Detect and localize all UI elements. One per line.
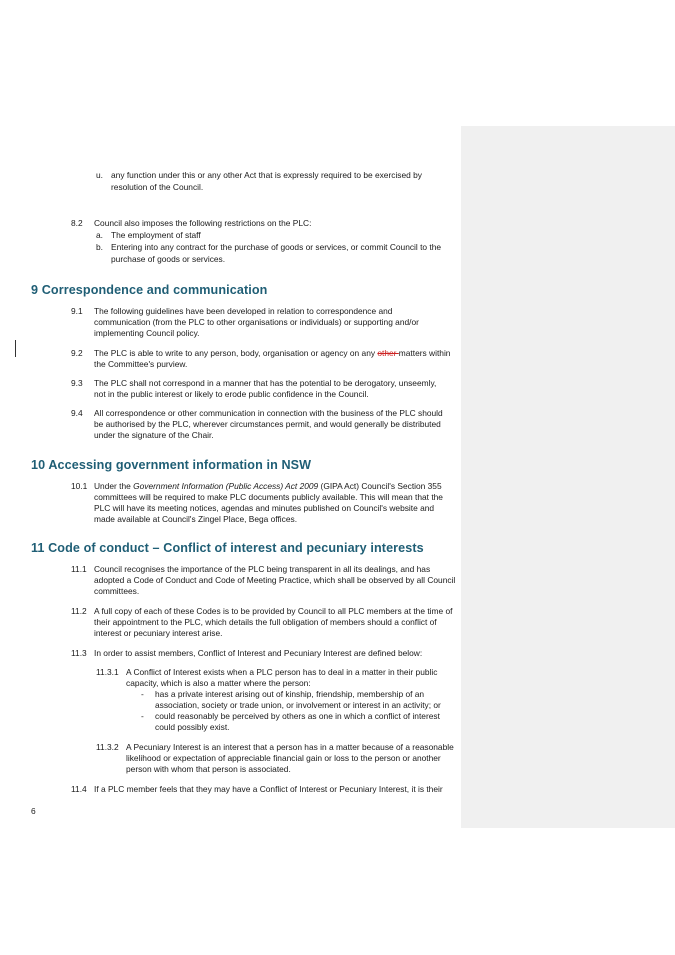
- section-number-9-4: 9.4: [71, 408, 83, 418]
- item-u-line-1: any function under this or any other Act that is expressly required to be exercised by: [111, 170, 422, 180]
- heading-section-11: 11 Code of conduct – Conflict of interest and pecuniary interests: [31, 541, 424, 555]
- section-number-11-3-1: 11.3.1: [96, 667, 119, 677]
- para-10-1-line-2: committees will be required to make PLC documents publicly available. This will mean that the: [94, 492, 443, 502]
- bullet-2-line-2: could possibly exist.: [155, 722, 230, 732]
- para-9-4-line-2: be authorised by the PLC, wherever circumstances permit, and would generally be distributed: [94, 419, 441, 429]
- para-9-2-line-1: The PLC is able to write to any person, body, organisation or agency on any other matters within: [94, 348, 451, 358]
- para-11-2-line-3: interest or pecuniary interest arise.: [94, 628, 223, 638]
- tracked-deletion: other: [377, 348, 399, 358]
- para-11-3-1-line-2: capacity, which is also a matter where the person:: [126, 678, 311, 688]
- para-9-3-line-1: The PLC shall not correspond in a manner that has the potential to be derogatory, unseemly,: [94, 378, 437, 388]
- para-11-3-1-line-1: A Conflict of Interest exists when a PLC person has to deal in a matter in their public: [126, 667, 438, 677]
- section-number-11-2: 11.2: [71, 606, 87, 616]
- para-9-3-line-2: not in the public interest or likely to erode public confidence in the Council.: [94, 389, 369, 399]
- para-9-1-line-1: The following guidelines have been developed in relation to correspondence and: [94, 306, 393, 316]
- para-10-1-line-1: Under the Government Information (Public Access) Act 2009 (GIPA Act) Council's Section 355: [94, 481, 442, 491]
- section-number-11-3: 11.3: [71, 648, 87, 658]
- para-10-1-line-3: PLC will have its meeting notices, agendas and minutes published on Council's website and: [94, 503, 435, 513]
- section-number-9-1: 9.1: [71, 306, 83, 316]
- dash-bullet-2: -: [141, 711, 144, 721]
- item-a-text: The employment of staff: [111, 230, 201, 240]
- section-8-2-intro: Council also imposes the following restrictions on the PLC:: [94, 218, 312, 228]
- para-9-4-line-1: All correspondence or other communication in connection with the business of the PLC should: [94, 408, 443, 418]
- heading-section-9: 9 Correspondence and communication: [31, 283, 268, 297]
- para-9-1-line-2: communication (from the PLC to other organisations or individuals) or supporting and/or: [94, 317, 419, 327]
- para-11-2-line-2: their appointment to the PLC, which details the full obligation of members should a conflict of: [94, 617, 437, 627]
- para-10-1-line-4: made available at Council's Zingel Place, Bega offices.: [94, 514, 298, 524]
- item-b-line-2: purchase of goods or services.: [111, 254, 226, 264]
- list-marker-u: u.: [96, 170, 103, 180]
- para-11-4-line-1: If a PLC member feels that they may have a Conflict of Interest or Pecuniary Interest, it is their: [94, 784, 443, 794]
- item-b-line-1: Entering into any contract for the purchase of goods or services, or commit Council to the: [111, 242, 442, 252]
- section-number-8-2: 8.2: [71, 218, 83, 228]
- para-11-3-2-line-1: A Pecuniary Interest is an interest that a person has in a matter because of a reasonable: [126, 742, 454, 752]
- para-11-1-line-2: adopted a Code of Conduct and Code of Meeting Practice, which shall be observed by all Council: [94, 575, 456, 585]
- para-11-1-line-1: Council recognises the importance of the PLC being transparent in all its dealings, and has: [94, 564, 431, 574]
- para-11-3-line-1: In order to assist members, Conflict of Interest and Pecuniary Interest are defined below:: [94, 648, 423, 658]
- para-11-3-2-line-3: person with whom that person is associated.: [126, 764, 291, 774]
- list-marker-b: b.: [96, 242, 103, 252]
- para-9-4-line-3: under the signature of the Chair.: [94, 430, 214, 440]
- section-number-10-1: 10.1: [71, 481, 88, 491]
- section-number-11-1: 11.1: [71, 564, 87, 574]
- comment-pane: [461, 126, 675, 828]
- section-number-9-2: 9.2: [71, 348, 83, 358]
- section-number-11-4: 11.4: [71, 784, 87, 794]
- section-number-9-3: 9.3: [71, 378, 83, 388]
- para-11-1-line-3: committees.: [94, 586, 140, 596]
- para-11-3-2-line-2: likelihood or expectation of appreciable financial gain or loss to the person or another: [126, 753, 441, 763]
- para-11-2-line-1: A full copy of each of these Codes is to be provided by Council to all PLC members at the time of: [94, 606, 453, 616]
- list-marker-a: a.: [96, 230, 103, 240]
- para-9-2-line-2: the Committee's purview.: [94, 359, 188, 369]
- dash-bullet-1: -: [141, 689, 144, 699]
- para-9-1-line-3: implementing Council policy.: [94, 328, 200, 338]
- item-u-line-2: resolution of the Council.: [111, 182, 204, 192]
- revision-change-bar: [15, 340, 16, 357]
- page-number: 6: [31, 806, 36, 816]
- bullet-1-line-1: has a private interest arising out of kinship, friendship, membership of an: [155, 689, 425, 699]
- heading-section-10: 10 Accessing government information in NSW: [31, 458, 312, 472]
- section-number-11-3-2: 11.3.2: [96, 742, 119, 752]
- bullet-2-line-1: could reasonably be perceived by others as one in which a conflict of interest: [155, 711, 440, 721]
- bullet-1-line-2: association, society or trade union, or involvement or interest in an activity; or: [155, 700, 441, 710]
